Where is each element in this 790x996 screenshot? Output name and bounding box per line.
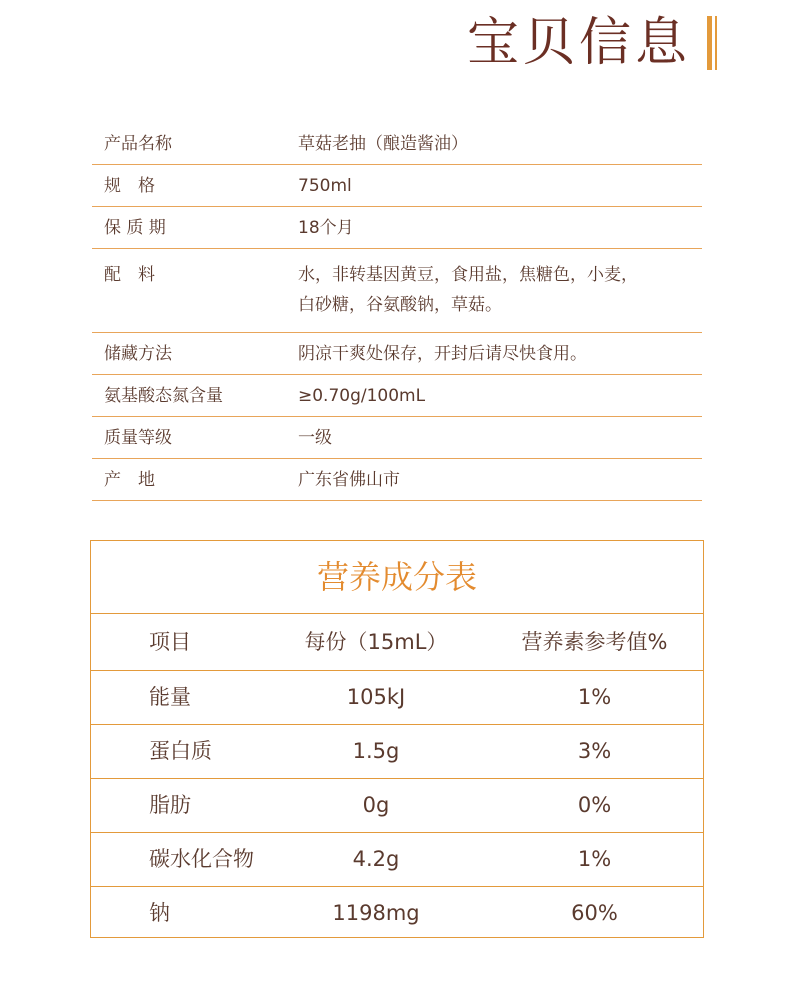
page-header: [467, 12, 720, 74]
info-row-name: [92, 123, 702, 165]
table-row: [91, 887, 703, 940]
info-row-origin: [92, 459, 702, 501]
nutrient-name: 钠: [149, 901, 170, 925]
nutrient-amount: 105kJ: [346, 685, 406, 709]
info-value: 一级: [298, 428, 332, 448]
info-label: 氨基酸态氮含量: [104, 386, 223, 406]
info-label: 配 料: [104, 265, 155, 285]
nutrient-nrv: 60%: [571, 901, 618, 925]
table-row: [91, 833, 703, 887]
title-accent-bars: [707, 16, 720, 70]
info-value: 广东省佛山市: [298, 470, 400, 490]
info-value: 阴凉干爽处保存，开封后请尽快食用。: [298, 344, 587, 364]
nutrient-amount: 4.2g: [352, 847, 400, 871]
nutrient-name: 碳水化合物: [149, 847, 254, 871]
table-row: [91, 671, 703, 725]
table-row: [91, 779, 703, 833]
nutrient-amount: 0g: [362, 793, 390, 817]
info-label: 储藏方法: [104, 344, 172, 364]
info-row-amino-nitrogen: [92, 375, 702, 417]
nutrient-nrv: 1%: [577, 847, 612, 871]
ingredients-line-2: 白砂糖，谷氨酸钠，草菇。: [298, 295, 502, 315]
info-label: 规 格: [104, 176, 155, 196]
nutrient-name: 蛋白质: [149, 739, 212, 763]
info-value: [298, 249, 702, 332]
nutrient-name: 脂肪: [149, 793, 191, 817]
info-label: 保 质 期: [104, 218, 166, 238]
nutrition-table: [90, 540, 704, 938]
nutrient-name: 能量: [149, 685, 191, 709]
accent-bar-thin: [715, 16, 717, 70]
accent-bar: [707, 16, 712, 70]
column-header-item: 项目: [149, 630, 191, 654]
info-label: 产品名称: [104, 134, 172, 154]
nutrient-nrv: 1%: [577, 685, 612, 709]
product-info-table: [92, 123, 702, 501]
info-row-spec: [92, 165, 702, 207]
column-header-serving: 每份（15mL）: [304, 630, 448, 654]
nutrient-amount: 1.5g: [352, 739, 400, 763]
info-label: 质量等级: [104, 428, 172, 448]
info-value: ≥0.70g/100mL: [298, 386, 426, 406]
info-row-grade: [92, 417, 702, 459]
column-header-nrv: 营养素参考值%: [521, 630, 668, 654]
nutrition-title: 营养成分表: [91, 541, 703, 614]
info-label: 产 地: [104, 470, 155, 490]
nutrient-nrv: 0%: [577, 793, 612, 817]
info-row-shelf-life: [92, 207, 702, 249]
table-row: [91, 725, 703, 779]
nutrition-header-row: [91, 614, 703, 671]
info-row-storage: [92, 333, 702, 375]
ingredients-line-1: 水，非转基因黄豆，食用盐，焦糖色，小麦，: [298, 265, 638, 285]
info-value: 18个月: [298, 218, 354, 238]
nutrient-nrv: 3%: [577, 739, 612, 763]
info-value: 750ml: [298, 176, 352, 196]
page-title: 宝贝信息: [466, 13, 691, 73]
info-row-ingredients: [92, 249, 702, 333]
nutrient-amount: 1198mg: [332, 901, 420, 925]
info-value: 草菇老抽（酿造酱油）: [298, 134, 468, 154]
